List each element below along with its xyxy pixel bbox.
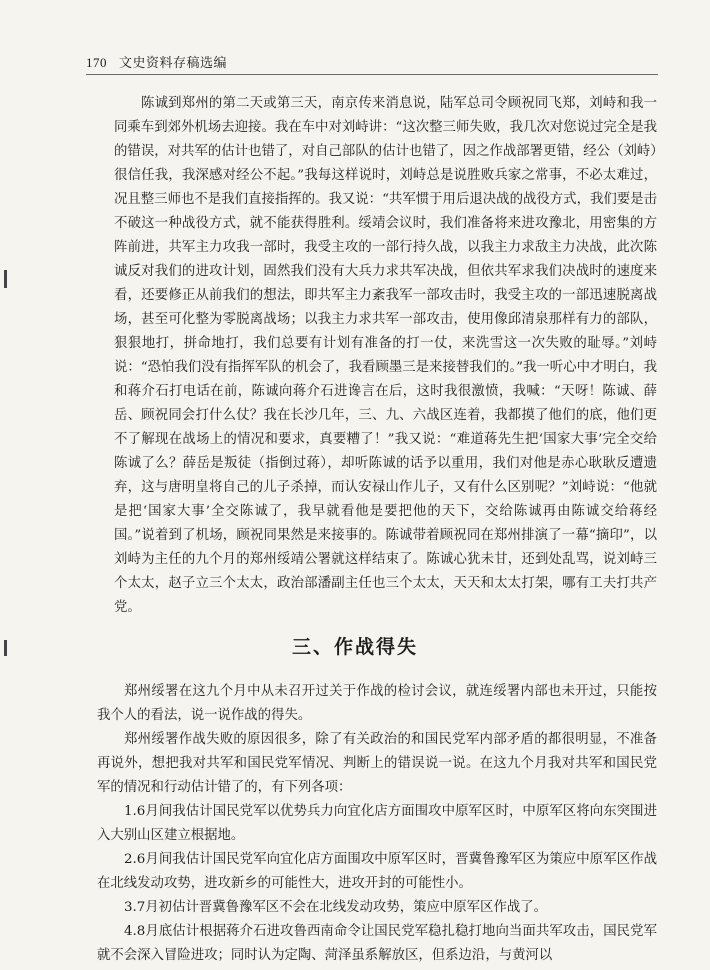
list-item: 4.8月底估计根据蒋介石进攻鲁西南命令让国民党军稳扎稳打地向当面共军攻击，国民党军就不会深入冒险进攻；同时认为定陶、菏泽虽系解放区，但系边沿，与黄河以 bbox=[97, 924, 657, 963]
page-number: 170 bbox=[86, 55, 107, 70]
section-title: 三、作战得失 bbox=[291, 636, 418, 658]
list-item: 2.6月间我估计国民党军向宜化店方面围攻中原军区时，晋冀鲁豫军区为策应中原军区作战在北线发动攻势，进攻新乡的可能性大，进攻开封的可能性小。 bbox=[97, 852, 657, 891]
body-text-bottom bbox=[97, 680, 657, 968]
running-head bbox=[86, 52, 227, 71]
scan-edge-mark bbox=[4, 270, 7, 288]
scan-edge-mark bbox=[4, 640, 7, 656]
paragraph: 陈诚到郑州的第二天或第三天，南京传来消息说，陆军总司令顾祝同飞郑，刘峙和我一同乘车到郊外机场去迎接。我在车中对刘峙讲：“这次整三师失败，我几次对您说过完全是我的错误，对共军的估计也错了，对自己部队的估计也错了，因之作战部署更错，经公（刘峙）很信任我，我深感对经公不起。”我每这样说时，刘峙总是说胜败兵家之常事，不必太难过，况且整三师也不是我们直接指挥的。我又说：“共军惯于用后退决战的战役方式，我们要是击不破这一种战役方式，就不能获得胜利。绥靖会议时，我们准备将来进攻豫北，用密集的方阵前进，共军主力攻我一部时，我受主攻的一部行持久战，以我主力求敌主力决战，此次陈诚反对我们的进攻计划，固然我们没有大兵力求共军决战，但依共军求我们决战时的速度来看，还要修正从前我们的想法，即共军主力紊我军一部攻击时，我受主攻的一部迅速脱离战场，甚至可化整为零脱离战场；以我主力求共军一部攻击，使用像邱清泉那样有力的部队，狠狠地打，拼命地打，我们总要有计划有准备的打一仗，来洗雪这一次失败的耻辱。”刘峙说：“恐怕我们没有指挥军队的机会了，我看顾墨三是来接替我们的。”我一听心中才明白，我和蒋介石打电话在前，陈诚向蒋介石进谗言在后，这时我很激愤，我喊：“天呀！陈诚、薛岳、顾祝同会打什么仗？我在长沙几年，三、九、六战区连着，我都摸了他们的底，他们更不了解现在战场上的情况和要求，真要糟了！”我又说：“难道蒋先生把‘国家大事’完全交给陈诚了么？薛岳是叛徒（指倒过蒋），却听陈诚的话予以重用，我们对他是赤心耿耿反遭遗弃，这与唐明皇将自己的儿子杀掉，而认安禄山作儿子，又有什么区别呢？”刘峙说：“他就是把‘国家大事’全交陈诚了，我早就看他是要把他的天下，交给陈诚再由陈诚交给蒋经国。”说着到了机场，顾祝同果然是来接事的。陈诚带着顾祝同在郑州排演了一幕“摘印”，以刘峙为主任的九个月的郑州绥靖公署就这样结束了。陈诚心犹未甘，还到处乱骂，说刘峙三个太太，赵子立三个太太，政治部潘副主任也三个太太，天天和太太打架，哪有工夫打共产党。 bbox=[114, 96, 657, 615]
list-item: 3.7月初估计晋冀鲁豫军区不会在北线发动攻势，策应中原军区作战了。 bbox=[124, 900, 548, 915]
paragraph: 郑州绥署作战失败的原因很多，除了有关政治的和国民党军内部矛盾的都很明显，不准备再说外，想把我对共军和国民党军情况、判断上的错误说一说。在这九个月我对共军和国民党军的情况和行动估计错了的，有下列各项： bbox=[97, 732, 657, 795]
paragraph: 郑州绥署在这九个月中从未召开过关于作战的检讨会议，就连绥署内部也未开过，只能按我个人的看法，说一说作战的得失。 bbox=[97, 684, 657, 723]
body-text-top bbox=[114, 92, 657, 620]
list-item: 1.6月间我估计国民党军以优势兵力向宜化店方面围攻中原军区时，中原军区将向东突围进入大别山区建立根据地。 bbox=[97, 804, 657, 843]
header-rule bbox=[86, 74, 658, 75]
book-title: 文史资料存稿选编 bbox=[119, 56, 228, 71]
